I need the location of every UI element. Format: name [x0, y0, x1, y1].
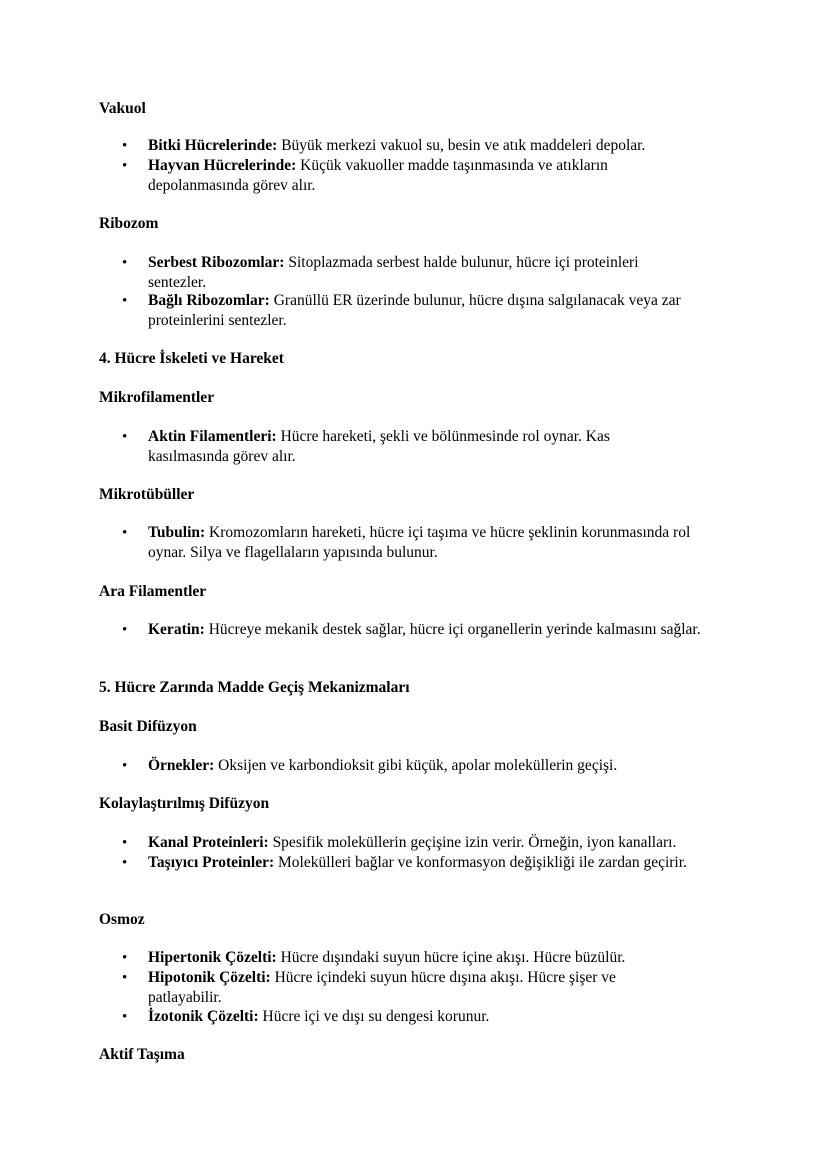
- list-item: [122, 620, 708, 640]
- list-item: [122, 253, 693, 293]
- item-term: Tubulin:: [148, 524, 206, 541]
- item-text: Büyük merkezi vakuol su, besin ve atık maddeleri depolar.: [277, 137, 646, 154]
- heading-aktif-tasima: Aktif Taşıma: [99, 1046, 185, 1063]
- bullet: •: [122, 525, 128, 541]
- heading-mikrotubuller: Mikrotübüller: [99, 486, 195, 503]
- bullet: •: [122, 970, 128, 986]
- bullet: •: [122, 950, 128, 966]
- list-item: [122, 833, 748, 853]
- heading-kolaylastirilmis-difuzyon: Kolaylaştırılmış Difüzyon: [99, 795, 270, 812]
- item-term: Taşıyıcı Proteinler:: [148, 854, 275, 871]
- item-term: Aktin Filamentleri:: [148, 428, 277, 445]
- item-text: Hücre içi ve dışı su dengesi korunur.: [258, 1008, 490, 1025]
- bullet: •: [122, 758, 128, 774]
- item-text: Granüllü ER üzerinde bulunur, hücre dışına salgılanacak veya zar proteinlerini sentezler.: [148, 292, 681, 329]
- list-item: [122, 523, 723, 563]
- item-text: Kromozomların hareketi, hücre içi taşıma ve hücre şeklinin korunmasında rol oynar. Silya ve flagellaların yapısında bulunur.: [148, 524, 691, 561]
- list-item: [122, 291, 733, 331]
- heading-osmoz: Osmoz: [99, 911, 145, 928]
- bullet: •: [122, 138, 128, 154]
- item-text: Oksijen ve karbondioksit gibi küçük, apolar moleküllerin geçişi.: [214, 757, 618, 774]
- heading-section-4: 4. Hücre İskeleti ve Hareket: [99, 350, 284, 367]
- item-term: İzotonik Çözelti:: [148, 1008, 259, 1025]
- heading-section-5: 5. Hücre Zarında Madde Geçiş Mekanizmaları: [99, 679, 410, 696]
- item-term: Hayvan Hücrelerinde:: [148, 157, 297, 174]
- item-text: Sitoplazmada serbest halde bulunur, hücre içi proteinleri sentezler.: [148, 254, 639, 291]
- bullet: •: [122, 855, 128, 871]
- list-item: [122, 427, 658, 467]
- list-item: [122, 948, 708, 968]
- list-item: [122, 968, 673, 1008]
- heading-ara-filamentler: Ara Filamentler: [99, 583, 207, 600]
- item-text: Hücre dışındaki suyun hücre içine akışı. Hücre büzülür.: [276, 949, 626, 966]
- bullet: •: [122, 255, 128, 271]
- bullet: •: [122, 835, 128, 851]
- item-text: Hücre içindeki suyun hücre dışına akışı. Hücre şişer ve patlayabilir.: [148, 969, 616, 1006]
- item-term: Hipertonik Çözelti:: [148, 949, 277, 966]
- heading-vakuol: Vakuol: [99, 100, 146, 117]
- list-item: [122, 1007, 738, 1027]
- bullet: •: [122, 158, 128, 174]
- bullet: •: [122, 622, 128, 638]
- list-item: [122, 756, 738, 776]
- list-item: [122, 136, 738, 156]
- item-text: Molekülleri bağlar ve konformasyon değişikliği ile zardan geçirir.: [274, 854, 687, 871]
- bullet: •: [122, 293, 128, 309]
- item-term: Keratin:: [148, 621, 205, 638]
- item-term: Hipotonik Çözelti:: [148, 969, 271, 986]
- item-term: Örnekler:: [148, 757, 215, 774]
- bullet: •: [122, 1009, 128, 1025]
- item-term: Serbest Ribozomlar:: [148, 254, 285, 271]
- item-text: Küçük vakuoller madde taşınmasında ve atıkların depolanmasında görev alır.: [148, 157, 608, 194]
- list-item: [122, 853, 708, 873]
- item-text: Hücreye mekanik destek sağlar, hücre içi organellerin yerinde kalmasını sağlar.: [204, 621, 701, 638]
- bullet: •: [122, 429, 128, 445]
- item-term: Bağlı Ribozomlar:: [148, 292, 270, 309]
- item-term: Kanal Proteinleri:: [148, 834, 269, 851]
- item-text: Hücre hareketi, şekli ve bölünmesinde rol oynar. Kas kasılmasında görev alır.: [148, 428, 610, 465]
- heading-basit-difuzyon: Basit Difüzyon: [99, 718, 197, 735]
- heading-ribozom: Ribozom: [99, 215, 159, 232]
- item-text: Spesifik moleküllerin geçişine izin verir. Örneğin, iyon kanalları.: [268, 834, 677, 851]
- item-term: Bitki Hücrelerinde:: [148, 137, 278, 154]
- list-item: [122, 156, 668, 196]
- heading-mikrofilamentler: Mikrofilamentler: [99, 389, 215, 406]
